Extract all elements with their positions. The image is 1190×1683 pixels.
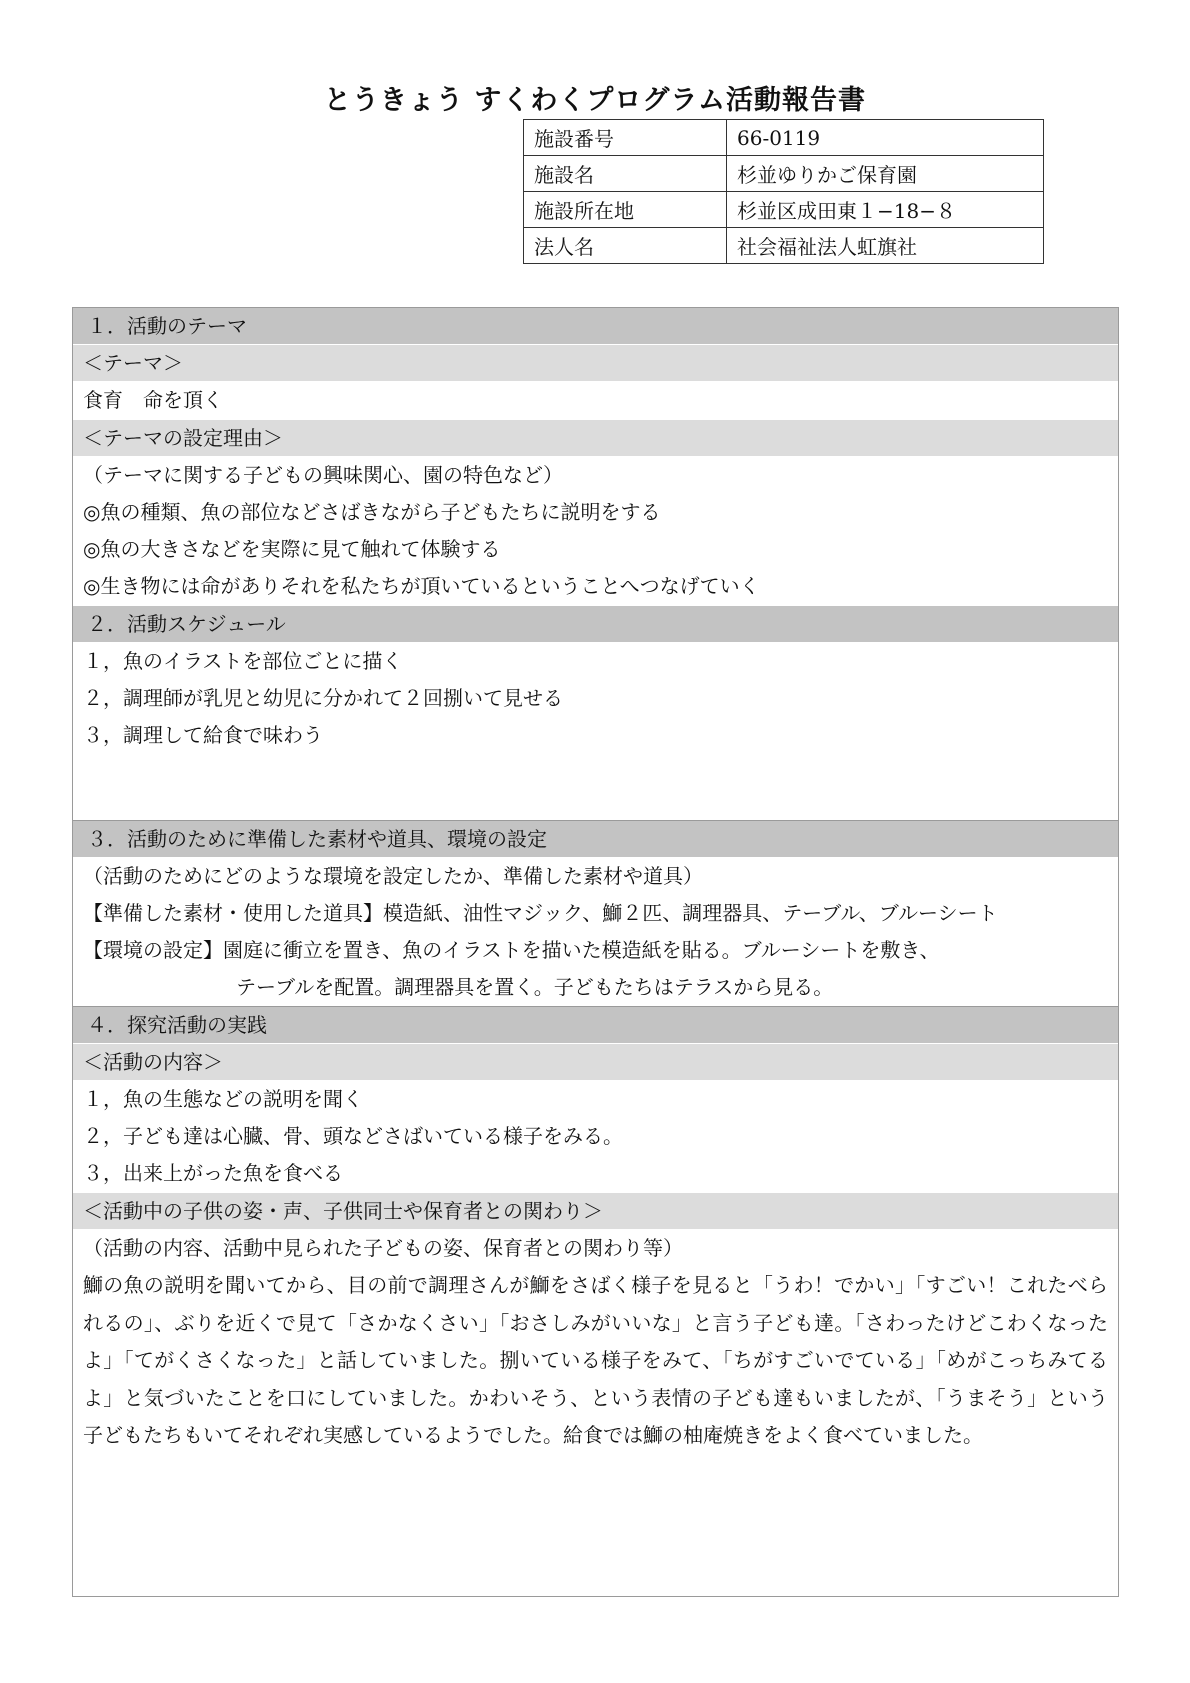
content-line: ３，出来上がった魚を食べる (83, 1161, 343, 1185)
section2-heading: ２．活動スケジュール (73, 606, 1118, 643)
theme-reason-label: ＜テーマの設定理由＞ (73, 420, 1118, 457)
section3-heading: ３．活動のために準備した素材や道具、環境の設定 (73, 821, 1118, 858)
theme-text: 食育 命を頂く (83, 388, 223, 412)
materials-line: テーブルを配置。調理器具を置く。子どもたちはテラスから見る。 (236, 975, 834, 999)
facility-address-label: 施設所在地 (524, 192, 727, 228)
facility-address-value: 杉並区成田東１−18−８ (727, 192, 1044, 228)
facility-number-label: 施設番号 (524, 120, 727, 156)
reason-line: ◎魚の大きさなどを実際に見て触れて体験する (83, 537, 501, 561)
facility-name-label: 施設名 (524, 156, 727, 192)
materials-line: 【環境の設定】園庭に衝立を置き、魚のイラストを描いた模造紙を貼る。ブルーシートを敷き、 (83, 938, 940, 962)
schedule-line: ２，調理師が乳児と幼児に分かれて２回捌いて見せる (83, 686, 563, 710)
children-intro: （活動の内容、活動中見られた子どもの姿、保育者との関わり等） (83, 1236, 683, 1260)
facility-name-value: 杉並ゆりかご保育園 (727, 156, 1044, 192)
page-title: とうきょう すくわくプログラム活動報告書 (323, 85, 867, 116)
facility-number-value: 66-0119 (727, 120, 1044, 156)
reason-line: （テーマに関する子どもの興味関心、園の特色など） (83, 463, 563, 487)
children-observation-block (73, 1230, 1118, 1596)
activity-content-block (73, 1081, 1118, 1193)
facility-info-table (523, 119, 1044, 264)
theme-reason-block (73, 457, 1118, 606)
corporation-name-label: 法人名 (524, 228, 727, 264)
children-observation-text: 鰤の魚の説明を聞いてから、目の前で調理さんが鰤をさばく様子を見ると「うわ！でかい」「すごい！これたべられるの」、ぶりを近くで見て「さかなくさい」「おさしみがいいな」と言う子ども達。「さわったけどこわくなったよ」「てがくさくなった」と話していました。捌いている様子をみて、「ちがすごいでている」「めがこっちみてるよ」と気づいたことを口にしていました。かわいそう、という表情の子ども達もいましたが、「うまそう」という子どもたちもいてそれぞれ実感しているようでした。給食では鰤の柚庵焼きをよく食べていました。 (83, 1273, 1108, 1447)
schedule-line: ３，調理して給食で味わう (83, 723, 323, 747)
theme-block (73, 382, 1118, 420)
reason-line: ◎魚の種類、魚の部位などさばきながら子どもたちに説明をする (83, 500, 661, 524)
materials-line: （活動のためにどのような環境を設定したか、準備した素材や道具） (83, 864, 703, 888)
materials-line: 【準備した素材・使用した道具】模造紙、油性マジック、鰤２匹、調理器具、テーブル、ブルーシート (83, 901, 998, 925)
activity-content-label: ＜活動の内容＞ (73, 1044, 1118, 1081)
activity-report (72, 307, 1119, 1597)
schedule-line: １，魚のイラストを部位ごとに描く (83, 649, 403, 673)
schedule-block (73, 643, 1118, 821)
table-row (524, 156, 1044, 192)
corporation-name-value: 社会福祉法人虹旗社 (727, 228, 1044, 264)
content-line: １，魚の生態などの説明を聞く (83, 1087, 363, 1111)
theme-label: ＜テーマ＞ (73, 345, 1118, 382)
materials-block (73, 858, 1118, 1007)
table-row (524, 228, 1044, 264)
table-row (524, 192, 1044, 228)
content-line: ２，子ども達は心臓、骨、頭などさばいている様子をみる。 (83, 1124, 623, 1148)
children-observation-label: ＜活動中の子供の姿・声、子供同士や保育者との関わり＞ (73, 1193, 1118, 1230)
table-row (524, 120, 1044, 156)
section4-heading: ４．探究活動の実践 (73, 1007, 1118, 1044)
section1-heading: １．活動のテーマ (73, 308, 1118, 345)
reason-line: ◎生き物には命がありそれを私たちが頂いているということへつなげていく (83, 574, 760, 598)
